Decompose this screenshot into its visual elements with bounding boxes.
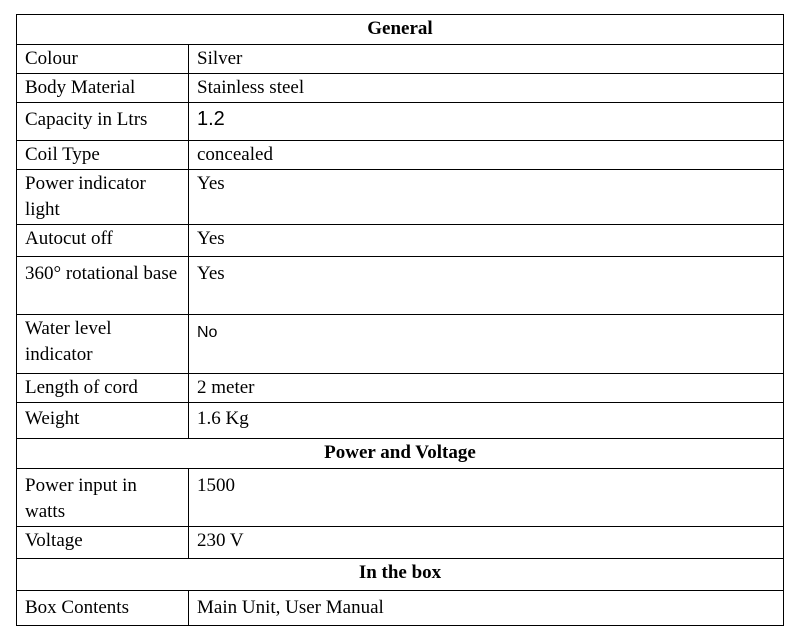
table-row: [17, 74, 784, 103]
section-header-row: [17, 439, 784, 469]
spec-value: concealed: [189, 141, 784, 170]
spec-label: Water level indicator: [17, 315, 189, 374]
spec-value: No: [189, 315, 784, 374]
spec-label: Box Contents: [17, 591, 189, 626]
spec-label: Length of cord: [17, 374, 189, 403]
table-row: [17, 403, 784, 439]
table-row: [17, 591, 784, 626]
spec-value: 230 V: [189, 527, 784, 559]
section-header-row: [17, 559, 784, 591]
spec-label: Body Material: [17, 74, 189, 103]
table-row: [17, 170, 784, 225]
spec-label: Autocut off: [17, 225, 189, 257]
table-row: [17, 315, 784, 374]
section-title-power: Power and Voltage: [17, 439, 784, 469]
table-row: [17, 225, 784, 257]
table-row: [17, 257, 784, 315]
spec-label: Coil Type: [17, 141, 189, 170]
spec-value: Silver: [189, 45, 784, 74]
spec-value: 2 meter: [189, 374, 784, 403]
spec-value: 1.2: [189, 103, 784, 141]
section-title-box: In the box: [17, 559, 784, 591]
table-row: [17, 374, 784, 403]
section-header-row: [17, 15, 784, 45]
section-title-general: General: [17, 15, 784, 45]
spec-value: 1500: [189, 469, 784, 527]
table-row: [17, 45, 784, 74]
table-row: [17, 527, 784, 559]
spec-label: Weight: [17, 403, 189, 439]
spec-table: [16, 14, 784, 626]
spec-label: 360° rotational base: [17, 257, 189, 315]
spec-label: Colour: [17, 45, 189, 74]
spec-label: Voltage: [17, 527, 189, 559]
spec-value: 1.6 Kg: [189, 403, 784, 439]
spec-label: Capacity in Ltrs: [17, 103, 189, 141]
table-row: [17, 141, 784, 170]
spec-label: Power input in watts: [17, 469, 189, 527]
spec-value: Yes: [189, 225, 784, 257]
table-row: [17, 469, 784, 527]
spec-label: Power indicator light: [17, 170, 189, 225]
spec-value: Yes: [189, 257, 784, 315]
spec-value: Stainless steel: [189, 74, 784, 103]
table-row: [17, 103, 784, 141]
spec-value: Main Unit, User Manual: [189, 591, 784, 626]
spec-value: Yes: [189, 170, 784, 225]
